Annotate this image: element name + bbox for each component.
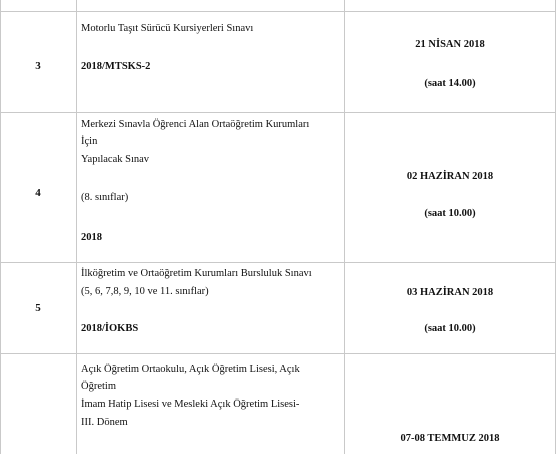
exam-date: 03 HAZİRAN 2018 bbox=[406, 287, 494, 298]
exam-name: Motorlu Taşıt Sürücü Kursiyerleri Sınavı bbox=[81, 23, 254, 34]
exam-code: 2018/MTSKS-2 bbox=[81, 61, 151, 72]
row-divider bbox=[0, 11, 556, 12]
exam-name-line: III. Dönem bbox=[81, 417, 128, 428]
exam-code: 2018 bbox=[81, 232, 102, 243]
row-number: 5 bbox=[35, 302, 41, 314]
exam-name-line: Merkezi Sınavla Öğrenci Alan Ortaöğretim Kurumları bbox=[81, 119, 310, 130]
exam-time: (saat 10.00) bbox=[424, 208, 476, 219]
exam-name-line: Açık Öğretim Ortaokulu, Açık Öğretim Lisesi, Açık bbox=[81, 364, 300, 375]
row-number: 4 bbox=[35, 187, 41, 199]
exam-name-line: Öğretim bbox=[81, 381, 116, 392]
exam-date: 02 HAZİRAN 2018 bbox=[406, 171, 494, 182]
column-divider bbox=[76, 0, 77, 454]
column-divider bbox=[344, 0, 345, 454]
exam-time: (saat 10.00) bbox=[424, 323, 476, 334]
row-divider bbox=[0, 112, 556, 113]
exam-date: 07-08 TEMMUZ 2018 bbox=[400, 433, 500, 444]
row-number: 3 bbox=[35, 60, 41, 72]
exam-name-line: (5, 6, 7,8, 9, 10 ve 11. sınıflar) bbox=[81, 286, 209, 297]
exam-time: (saat 14.00) bbox=[424, 78, 476, 89]
exam-note: (8. sınıflar) bbox=[81, 192, 129, 203]
exam-name-line: Yapılacak Sınav bbox=[81, 154, 150, 165]
exam-code: 2018/İOKBS bbox=[81, 323, 139, 334]
exam-name-line: İmam Hatip Lisesi ve Mesleki Açık Öğretim Lisesi- bbox=[81, 399, 300, 410]
exam-name-line: İçin bbox=[81, 136, 98, 147]
row-divider bbox=[0, 262, 556, 263]
exam-date: 21 NİSAN 2018 bbox=[415, 39, 485, 50]
row-divider bbox=[0, 353, 556, 354]
exam-name-line: İlköğretim ve Ortaöğretim Kurumları Bursluluk Sınavı bbox=[81, 268, 312, 279]
